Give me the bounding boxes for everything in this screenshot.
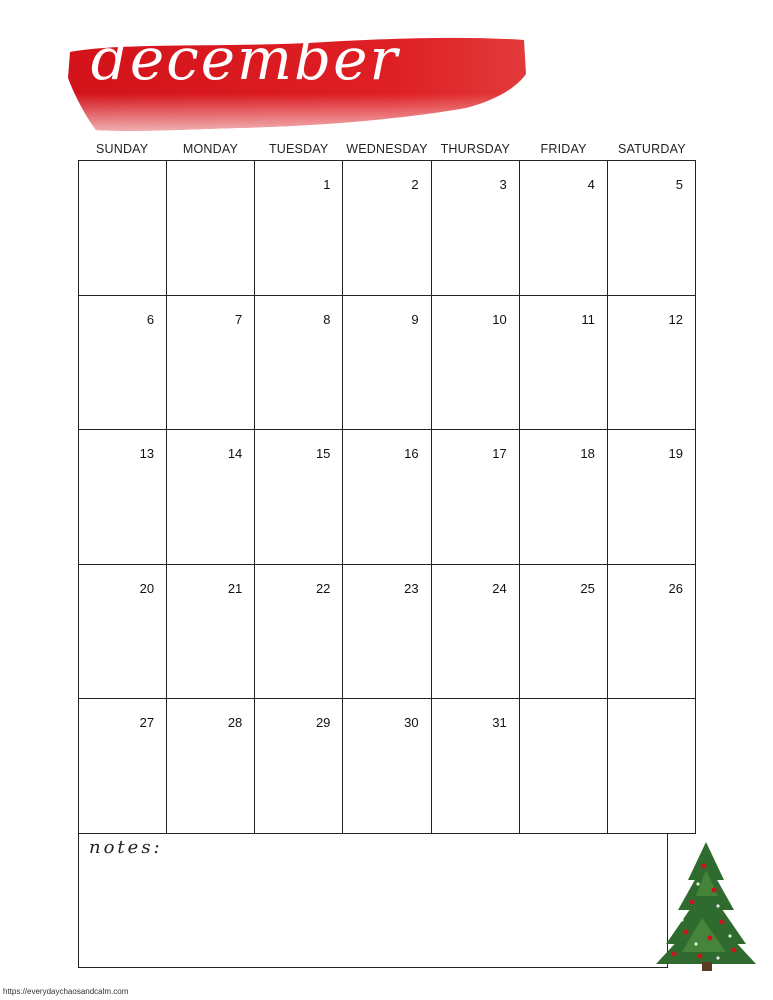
day-cell[interactable] [343,430,431,565]
day-number: 10 [492,311,507,327]
day-cell[interactable] [167,565,255,700]
day-cell[interactable] [167,699,255,834]
day-cell[interactable] [79,699,167,834]
weekday-label: SATURDAY [617,142,686,156]
day-number: 21 [227,580,243,596]
day-number: 28 [227,715,243,731]
weekday-label: MONDAY [182,142,238,156]
day-number: 4 [587,177,595,192]
day-cell[interactable] [608,430,696,565]
notes-label: notes: [89,837,163,858]
day-number: 30 [404,715,419,731]
day-number: 17 [492,446,507,462]
day-cell[interactable] [432,565,520,700]
day-cell[interactable] [608,296,696,431]
day-cell[interactable] [79,565,167,700]
day-cell[interactable] [255,699,343,834]
weekday-label: FRIDAY [540,142,587,156]
day-cell[interactable] [343,296,431,431]
day-number: 16 [404,446,419,462]
day-number: 31 [492,715,507,731]
notes-box[interactable] [78,833,668,968]
weekday-label: TUESDAY [268,142,329,156]
day-number: 13 [139,446,155,462]
day-cell[interactable] [520,296,608,431]
footer-url: https://everydaychaosandcalm.com [3,987,129,996]
day-cell[interactable] [343,565,431,700]
day-number: 18 [580,446,595,462]
day-number: 19 [668,446,683,462]
weekday-label: WEDNESDAY [346,142,428,156]
empty-day-cell[interactable] [79,161,167,296]
day-number: 1 [323,177,331,192]
day-cell[interactable] [79,430,167,565]
day-cell[interactable] [167,296,255,431]
day-cell[interactable] [255,296,343,431]
day-number: 27 [139,715,155,731]
day-number: 29 [315,715,331,731]
day-number: 7 [235,311,243,327]
day-cell[interactable] [255,430,343,565]
day-number: 8 [323,311,331,327]
day-number: 2 [411,177,419,192]
day-cell[interactable] [343,161,431,296]
day-cell[interactable] [520,161,608,296]
day-cell[interactable] [608,565,696,700]
day-cell[interactable] [520,565,608,700]
day-cell[interactable] [432,699,520,834]
empty-day-cell[interactable] [608,699,696,834]
day-number: 6 [146,311,155,327]
day-number: 3 [499,177,507,192]
day-number: 22 [315,580,331,596]
day-number: 23 [404,580,419,596]
day-number: 11 [581,311,595,327]
day-number: 9 [411,311,419,327]
day-cell[interactable] [432,296,520,431]
day-cell[interactable] [432,161,520,296]
weekday-header [78,142,696,160]
day-cell[interactable] [520,430,608,565]
empty-day-cell[interactable] [167,161,255,296]
day-number: 15 [315,446,331,462]
calendar-grid [78,160,696,834]
day-cell[interactable] [167,430,255,565]
day-cell[interactable] [79,296,167,431]
day-cell[interactable] [255,161,343,296]
day-number: 14 [227,446,243,462]
month-title: december [90,25,400,93]
day-number: 25 [580,580,595,596]
day-cell[interactable] [432,430,520,565]
day-cell[interactable] [608,161,696,296]
day-number: 26 [668,580,683,596]
weekday-label: THURSDAY [440,142,510,156]
day-number: 5 [675,177,683,192]
day-cell[interactable] [343,699,431,834]
empty-day-cell[interactable] [520,699,608,834]
day-number: 12 [668,311,683,327]
weekday-label: SUNDAY [95,142,149,156]
day-number: 20 [139,580,155,596]
day-cell[interactable] [255,565,343,700]
christmas-tree-icon [652,840,760,972]
day-number: 24 [492,580,507,596]
